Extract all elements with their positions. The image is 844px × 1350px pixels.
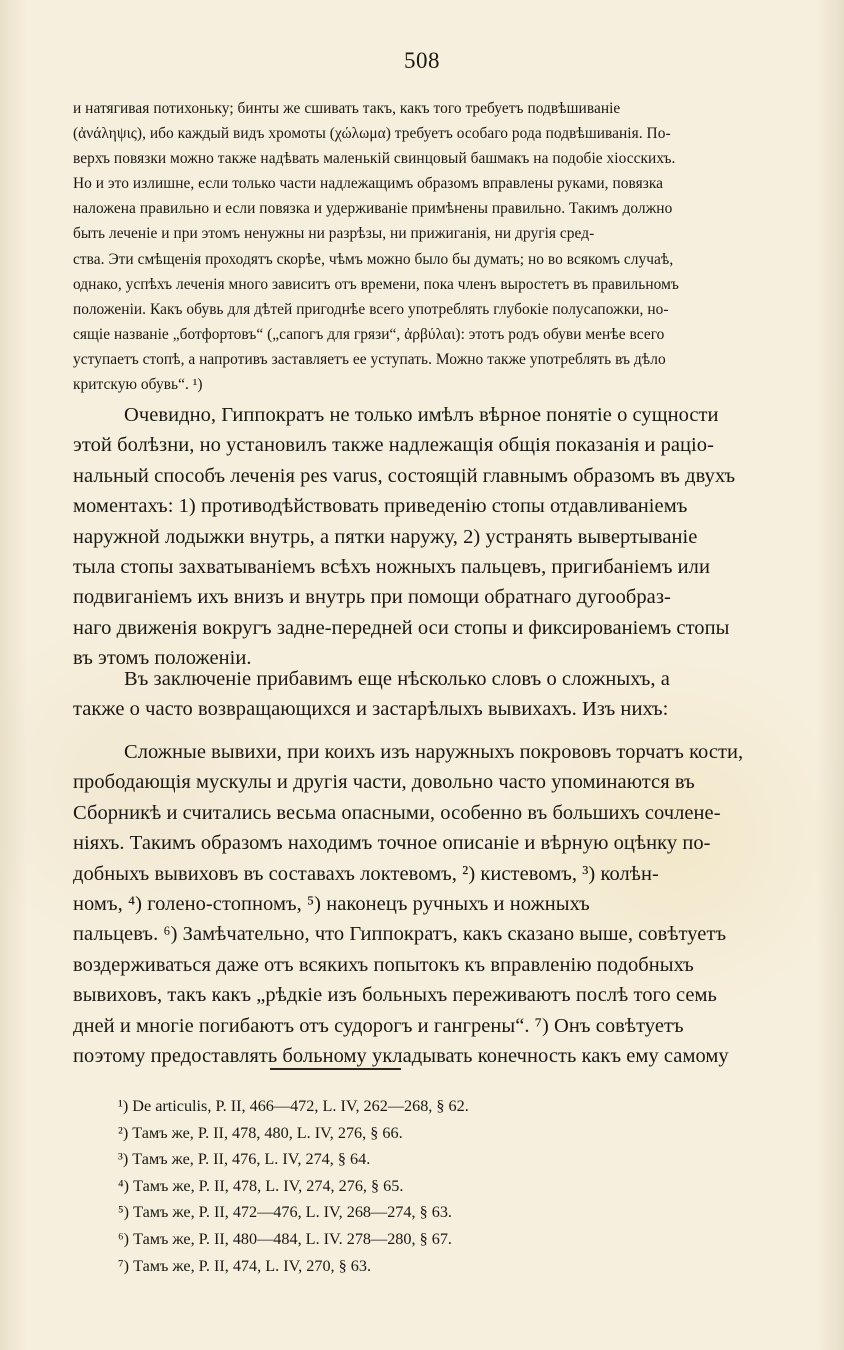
paragraph-line: номъ, ⁴) голено-стопномъ, ⁵) наконецъ ручныхъ и ножныхъ — [73, 893, 590, 916]
paragraph-line: этой болѣзни, но установилъ также надлежащія общія показанія и раціо- — [73, 434, 714, 457]
paragraph-line: тыла стопы захватываніемъ всѣхъ ножныхъ пальцевъ, пригибаніемъ или — [73, 556, 710, 579]
paragraph-line: нальный способъ леченія pes varus, состоящій главнымъ образомъ въ двухъ — [73, 464, 736, 487]
footnote: ¹) De articulis, P. II, 466—472, L. IV, 262—268, § 62. — [118, 1097, 469, 1115]
footnote: ⁶) Тамъ же, P. II, 480—484, L. IV. 278—280, § 67. — [118, 1229, 452, 1248]
quote-line: (ἀνάληψις), ибо каждый видъ хромоты (χώλωμα) требуетъ особаго рода подвѣшиванія. По- — [73, 125, 671, 143]
quote-line: и натягивая потихоньку; бинты же сшивать такъ, какъ того требуетъ подвѣшиваніе — [73, 100, 621, 117]
footnote: ⁷) Тамъ же, P. II, 474, L. IV, 270, § 63. — [118, 1256, 372, 1275]
quote-line: критскую обувь“. ¹) — [73, 376, 203, 394]
quote-line: уступаетъ стопѣ, а напротивъ заставляетъ ее уступать. Можно также употреблять въ дѣло — [73, 350, 666, 368]
paragraph-line: Очевидно, Гиппократъ не только имѣлъ вѣрное понятіе о сущности — [124, 404, 719, 426]
paragraph-line: наружной лодыжки внутрь, а пятки наружу, 2) устранять вывертываніе — [73, 525, 698, 548]
paragraph-line: поэтому предоставлять больному укладывать конечность какъ ему самому — [73, 1045, 729, 1068]
paragraph-line: въ этомъ положеніи. — [73, 647, 252, 670]
quote-line: однако, успѣхъ леченія много зависитъ отъ времени, пока членъ выростетъ въ правильномъ — [73, 275, 679, 293]
footnote: ³) Тамъ же, P. II, 476, L. IV, 274, § 64. — [118, 1150, 371, 1169]
paragraph-line: моментахъ: 1) противодѣйствовать приведенію стопы отдавливаніемъ — [73, 495, 688, 518]
paragraph-line: ніяхъ. Такимъ образомъ находимъ точное описаніе и вѣрную оцѣнку по- — [73, 832, 711, 855]
paragraph-line: Въ заключеніе прибавимъ еще нѣсколько словъ о сложныхъ, а — [124, 668, 670, 690]
paragraph-line: дней и многіе погибаютъ отъ судорогъ и гангрены“. ⁷) Онъ совѣтуетъ — [73, 1014, 684, 1037]
quote-line: наложена правильно и если повязка и удерживаніе примѣнены правильно. Такимъ должно — [73, 200, 673, 218]
quote-line: ства. Эти смѣщенія проходятъ скорѣе, чѣмъ можно было бы думать; но во всякомъ случаѣ, — [73, 250, 674, 268]
paragraph-complex-dislocations-intro — [73, 664, 793, 725]
paragraph-complex-dislocations — [73, 737, 793, 1071]
paragraph-line: прободающія мускулы и другія части, довольно часто упоминаются въ — [73, 771, 695, 794]
page-number: 508 — [404, 48, 440, 73]
paragraph-line: Сложные вывихи, при коихъ изъ наружныхъ покрововъ торчатъ кости, — [124, 741, 744, 763]
footnote: ⁴) Тамъ же, P. II, 478, L. IV, 274, 276, § 65. — [118, 1176, 404, 1195]
quote-line: быть леченіе и при этомъ ненужны ни разрѣзы, ни прижиганія, ни другія сред- — [73, 225, 595, 243]
quote-line: Но и это излишне, если только части надлежащимъ образомъ вправлены руками, повязка — [73, 175, 664, 193]
footnote-divider — [270, 1068, 401, 1070]
paragraph-line: воздерживаться даже отъ всякихъ попытокъ къ вправленію подобныхъ — [73, 953, 694, 976]
paragraph-line: вывиховъ, такъ какъ „рѣдкіе изъ больныхъ переживаютъ послѣ того семь — [73, 984, 717, 1007]
paragraph-line: наго движенія вокругъ задне-передней оси стопы и фиксированіемъ стопы — [73, 616, 730, 639]
quote-line: верхъ повязки можно также надѣвать маленькій свинцовый башмакъ на подобіе хіосскихъ. — [73, 150, 676, 168]
footnote: ²) Тамъ же, P. II, 478, 480, L. IV, 276, § 66. — [118, 1123, 403, 1142]
quoted-passage — [73, 96, 792, 397]
footnote: ⁵) Тамъ же, P. II, 472—476, L. IV, 268—274, § 63. — [118, 1203, 452, 1222]
paragraph-line: подвиганіемъ ихъ внизъ и внутрь при помощи обратнаго дугообраз- — [73, 586, 671, 609]
paragraph-line: добныхъ вывиховъ въ составахъ локтевомъ, ²) кистевомъ, ³) колѣн- — [73, 862, 659, 885]
paragraph-line: также о часто возвращающихся и застарѣлыхъ вывихахъ. Изъ нихъ: — [73, 698, 669, 721]
quote-line: положеніи. Какъ обувь для дѣтей пригоднѣе всего употреблять глубокіе полусапожки, но- — [73, 300, 669, 318]
quote-line: сящіе названіе „ботфортовъ“ („сапогъ для грязи“, ἀρβύλαι): этотъ родъ обуви менѣе всего — [73, 325, 665, 343]
footnotes — [118, 1093, 638, 1279]
paragraph-hippocrates-method — [73, 400, 793, 674]
paragraph-line: пальцевъ. ⁶) Замѣчательно, что Гиппократъ, какъ сказано выше, совѣтуетъ — [73, 923, 727, 946]
paragraph-line: Сборникѣ и считались весьма опасными, особенно въ большихъ сочлене- — [73, 801, 721, 824]
